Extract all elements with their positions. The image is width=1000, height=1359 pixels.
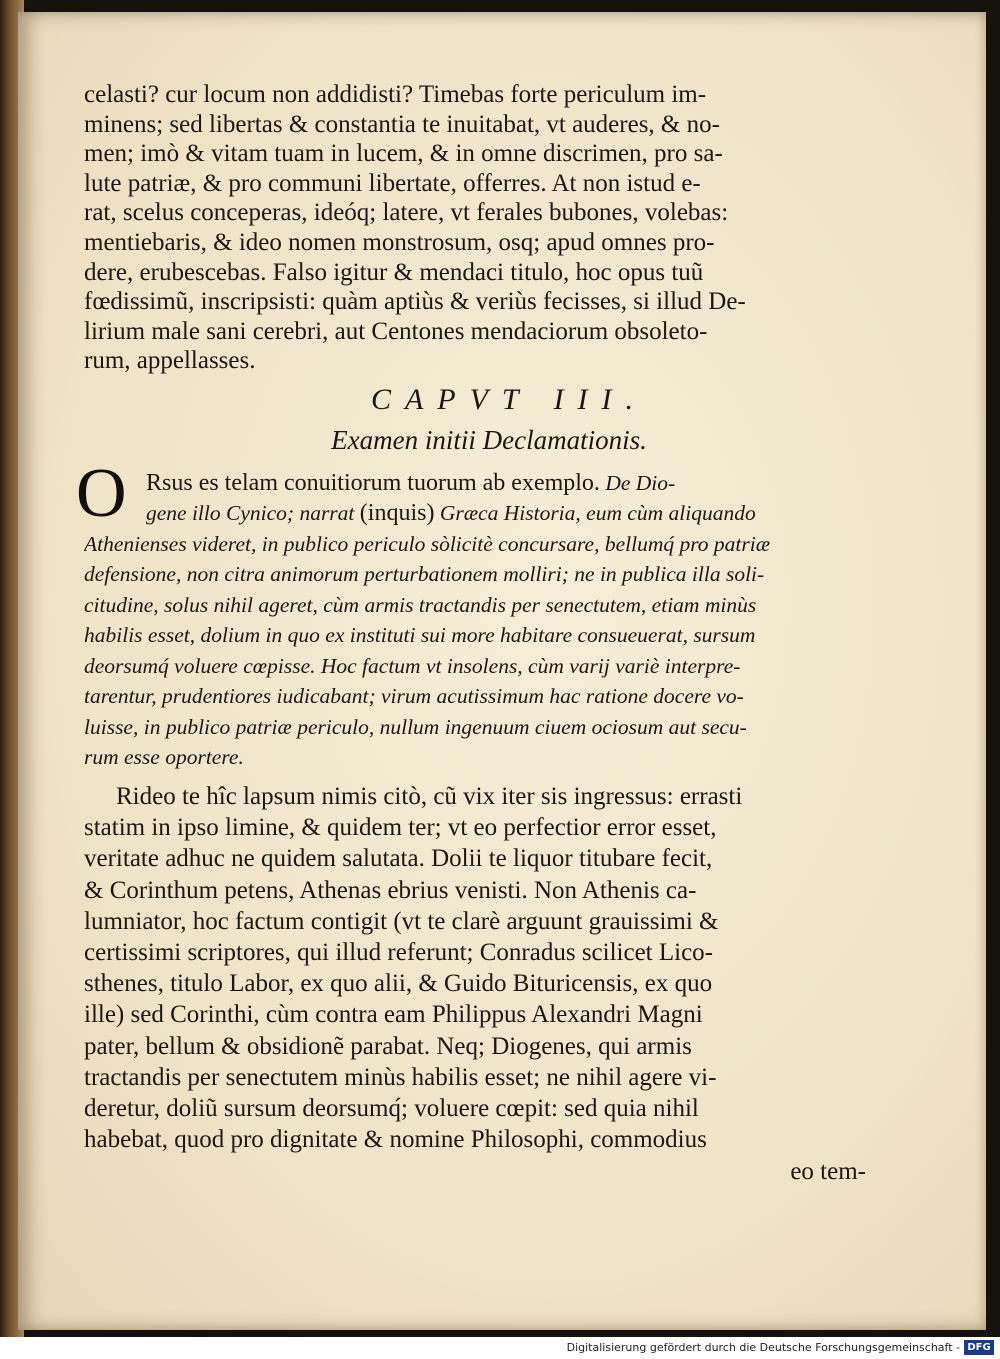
- text-line: defensione, non citra animorum perturbationem molliri; ne in publica illa soli-: [84, 562, 765, 587]
- text-span: De Dio-: [605, 470, 676, 495]
- text-line: minens; sed libertas & constantia te inuitabat, vt auderes, & no-: [84, 110, 720, 138]
- page-text-block: [76, 80, 894, 1187]
- drop-cap: O: [76, 454, 127, 532]
- paragraph-rebuttal: [84, 781, 894, 1155]
- text-line: dere, erubescebas. Falso igitur & mendaci titulo, hoc opus tuũ: [84, 258, 704, 286]
- text-line: sthenes, titulo Labor, ex quo alii, & Guido Bituricensis, ex quo: [84, 970, 713, 998]
- text-line: fœdissimũ, inscripsisti: quàm aptiùs & veriùs fecisses, si illud De-: [84, 288, 746, 316]
- text-line: lirium male sani cerebri, aut Centones mendaciorum obsoleto-: [84, 317, 708, 345]
- book-page: [18, 12, 986, 1330]
- text-line: lute patriæ, & pro communi libertate, offerres. At non istud e-: [84, 169, 701, 197]
- chapter-heading: CAPVT III.: [370, 382, 648, 416]
- dfg-logo: DFG: [964, 1340, 994, 1355]
- text-line: certissimi scriptores, qui illud referunt; Conradus scilicet Lico-: [84, 938, 714, 966]
- chapter-subheading: Examen initii Declamationis.: [331, 424, 647, 455]
- text-line: rum, appellasses.: [84, 347, 256, 375]
- text-span: gene illo Cynico; narrat: [146, 501, 355, 526]
- text-line: deretur, doliũ sursum deorsumq́; voluere cœpit: sed quia nihil: [84, 1094, 699, 1122]
- text-line: lumniator, hoc factum contigit (vt te clarè arguunt grauissimi &: [84, 907, 719, 935]
- text-line: statim in ipso limine, & quidem ter; vt eo perfectior error esset,: [84, 814, 717, 842]
- digitization-footer: [0, 1337, 1000, 1359]
- text-line: [84, 468, 894, 499]
- funding-credit: Digitalisierung gefördert durch die Deutsche Forschungsgemeinschaft -: [566, 1341, 960, 1354]
- text-line: rum esse oportere.: [84, 745, 244, 770]
- paragraph-continued: [84, 80, 894, 376]
- quoted-paragraph: [76, 454, 894, 773]
- text-line: Rideo te hîc lapsum nimis citò, cũ vix iter sis ingressus: errasti: [116, 782, 743, 810]
- text-line: ille) sed Corinthi, cùm contra eam Philippus Alexandri Magni: [84, 1001, 703, 1029]
- text-line: & Corinthum petens, Athenas ebrius venisti. Non Athenis ca-: [84, 876, 697, 904]
- text-line: habilis esset, dolium in quo ex instituti sui more habitare consueuerat, sursum: [84, 623, 756, 648]
- catchword: eo tem-: [790, 1158, 866, 1186]
- text-span: (inquis): [359, 500, 435, 527]
- text-span: Græca Historia, eum cùm aliquando: [439, 501, 756, 526]
- text-line: mentiebaris, & ideo nomen monstrosum, osq; apud omnes pro-: [84, 228, 715, 256]
- text-line: habebat, quod pro dignitate & nomine Philosophi, commodius: [84, 1126, 707, 1154]
- text-line: veritate adhuc ne quidem salutata. Dolii te liquor titubare fecit,: [84, 845, 713, 873]
- text-span: Rsus es telam conuitiorum tuorum ab exemplo.: [146, 469, 600, 496]
- text-line: citudine, solus nihil ageret, cùm armis tractandis per senectutem, etiam minùs: [84, 592, 757, 617]
- text-line: deorsumq́ voluere cœpisse. Hoc factum vt insolens, cùm varij variè interpre-: [84, 653, 741, 678]
- text-line: tarentur, prudentiores iudicabant; virum acutissimum hac ratione docere vo-: [84, 684, 744, 709]
- text-line: [84, 498, 894, 529]
- text-line: luisse, in publico patriæ periculo, nullum ingenuum ciuem ociosum aut secu-: [84, 714, 747, 739]
- text-line: rat, scelus conceperas, ideóq; latere, vt ferales bubones, volebas:: [84, 199, 729, 227]
- text-line: Athenienses videret, in publico periculo sòlicitè concursare, bellumq́ pro patriæ: [84, 531, 771, 556]
- text-line: pater, bellum & obsidionẽ parabat. Neq; Diogenes, qui armis: [84, 1032, 692, 1060]
- text-line: men; imò & vitam tuam in lucem, & in omne discrimen, pro sa-: [84, 140, 723, 168]
- text-line: tractandis per senectutem minùs habilis esset; ne nihil agere vi-: [84, 1063, 717, 1091]
- text-line: celasti? cur locum non addidisti? Timebas forte periculum im-: [84, 81, 707, 108]
